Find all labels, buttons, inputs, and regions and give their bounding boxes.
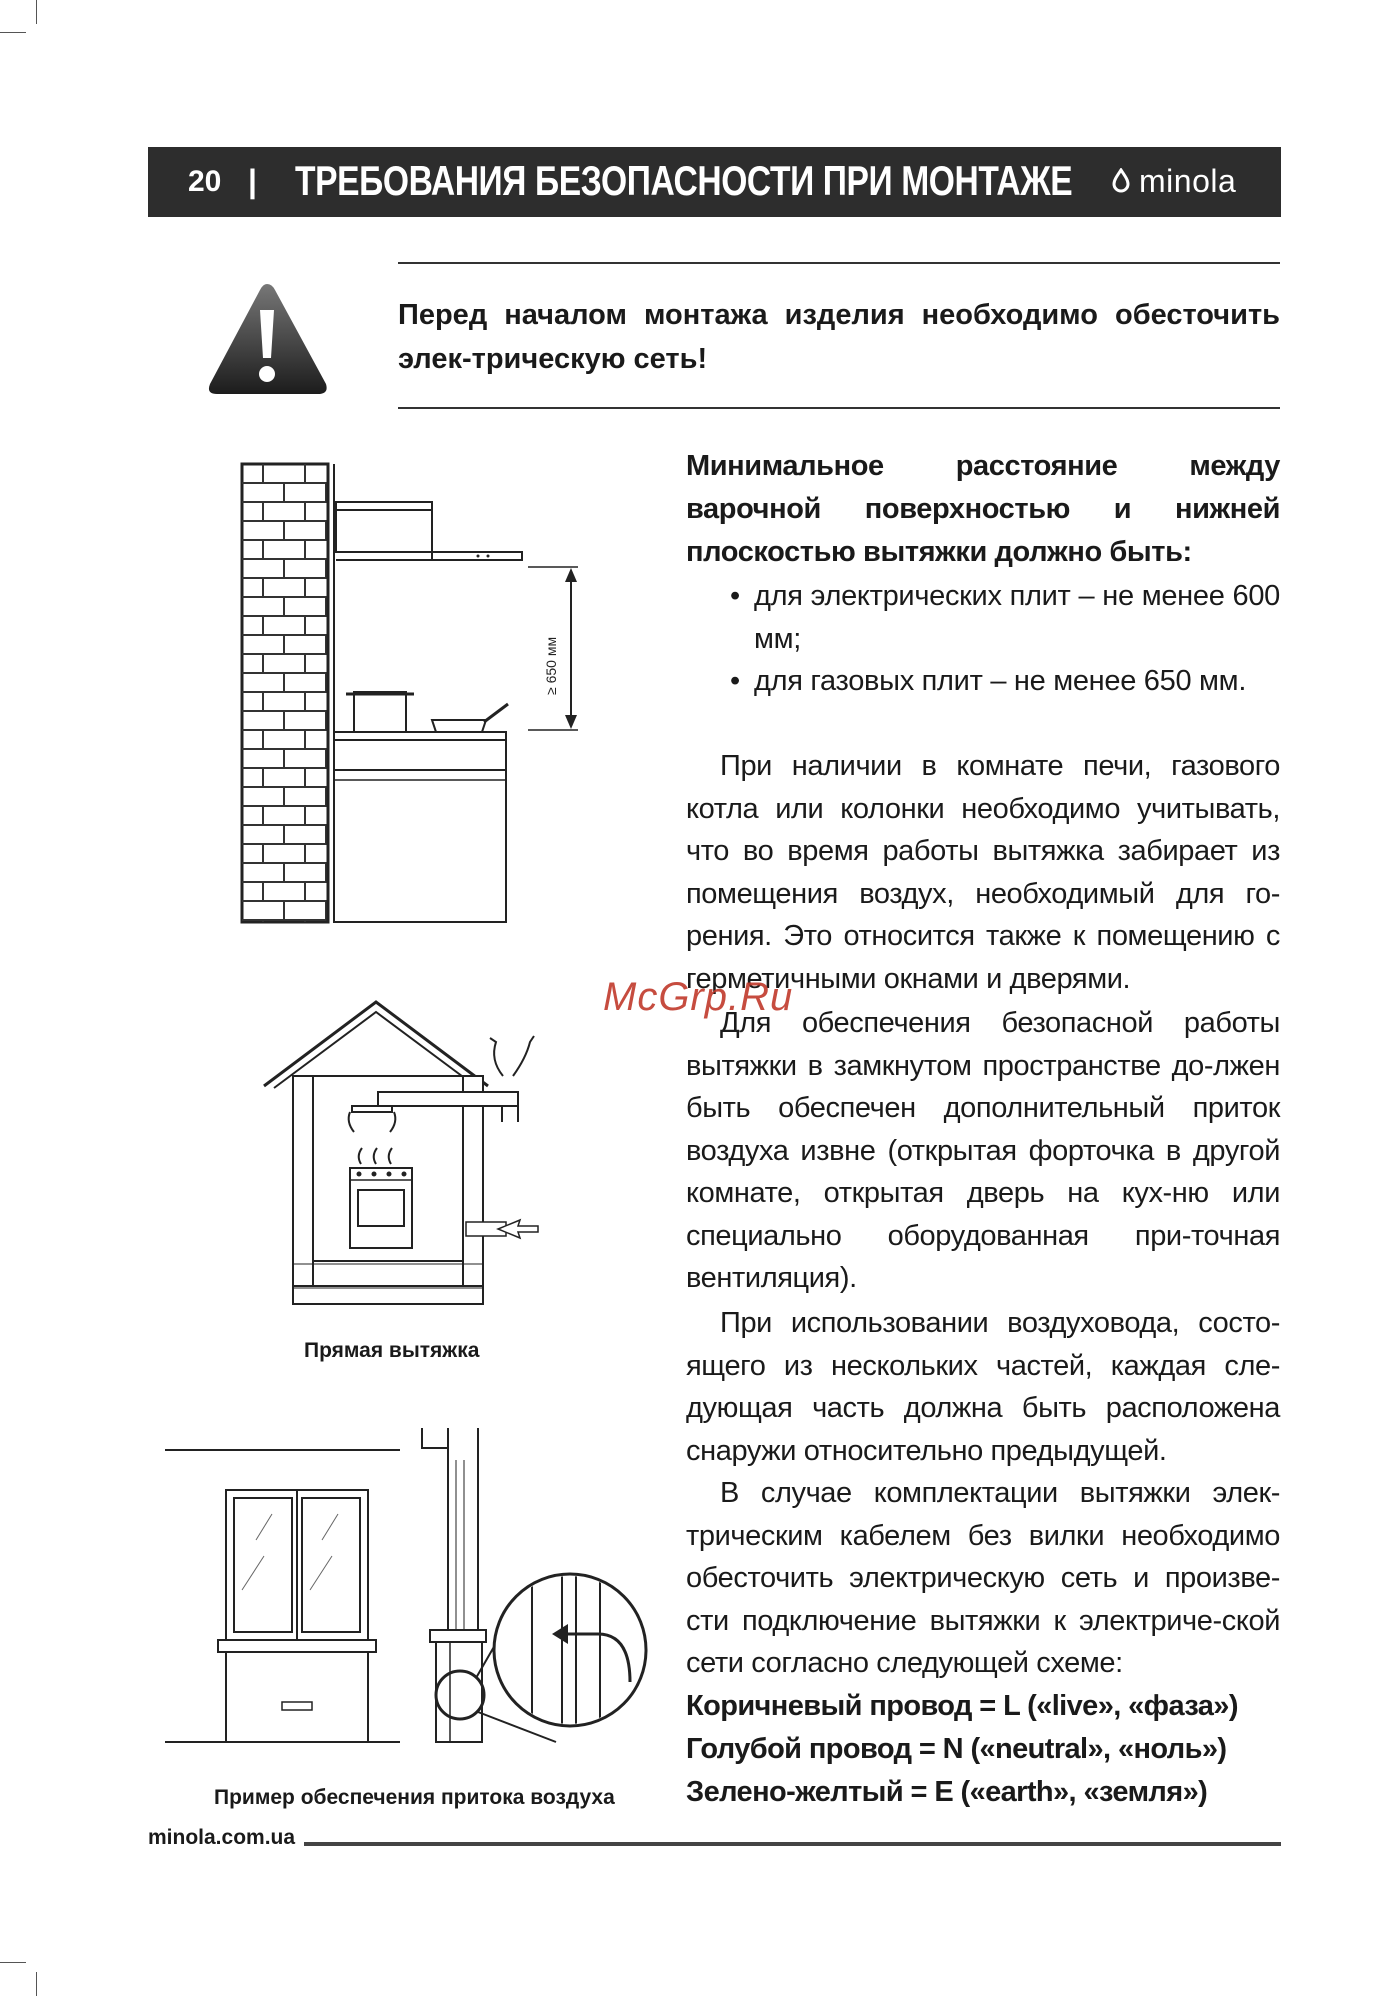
air-inflow-arrow-icon [466,1220,538,1238]
ventilation-duct [422,1428,486,1742]
wiring-brown: Коричневый провод = L («live», «фаза») [686,1690,1238,1722]
direct-hood-house-diagram [258,996,558,1316]
hood-duct [352,1092,518,1122]
caption-direct-hood: Прямая вытяжка [304,1339,480,1362]
crop-mark [36,1972,37,1996]
paragraph-duct: При использовании воздуховода, состо-ящего из нескольких частей, каждая сле-дующая часть должна быть расположена снаружи относительно предыдущей. [686,1307,1280,1467]
min-distance-heading: Минимальное расстояние между варочной поверхностью и нижней плоскостью вытяжки должно быть: [686,450,1280,568]
footer-divider [304,1842,1281,1846]
paragraph-air-supply: Для обеспечения безопасной работы вытяжки в замкнутом пространстве до-лжен быть обеспечен дополнительный приток воздуха извне (открытая форточка в другой комнате, открытая дверь на кух-ню или специально оборудованная при-точная вентиляция). [686,1007,1280,1294]
stove-cabinet [334,732,506,922]
detail-circle-large [494,1570,646,1740]
window [218,1490,376,1742]
brick-wall [242,464,328,922]
warning-icon [205,280,330,398]
divider [398,407,1280,409]
crop-mark [0,1962,26,1963]
range-hood [336,502,522,560]
divider [398,262,1280,264]
wiring-earth: Зелено-желтый = E («earth», «земля») [686,1776,1208,1808]
bullet-gas: для газовых плит – не менее 650 мм. [754,665,1247,697]
air-supply-diagram [160,1420,650,1750]
frying-pan [432,704,508,732]
gas-stove [350,1148,412,1248]
bullet-marker: • [730,580,741,612]
bullet-marker: • [730,665,741,697]
rising-heat-icon [349,1112,396,1132]
page-header [148,147,1281,217]
header-separator: | [248,163,257,199]
caption-air-supply: Пример обеспечения притока воздуха [214,1786,615,1809]
dimension-label: ≥ 650 мм [543,636,559,695]
crop-mark [0,32,26,33]
drop-logo-icon [1111,168,1131,194]
paragraph-cable: В случае комплектации вытяжки элек-трическим кабелем без вилки необходимо обесточить электрическую сеть и произве-сти подключение вытяжки к электриче-ской сети согласно следующей схеме: [686,1477,1280,1679]
brand-logo [1111,161,1236,201]
page-number: 20 [188,165,222,198]
exhaust-air-icon [490,1036,534,1076]
page-title: ТРЕБОВАНИЯ БЕЗОПАСНОСТИ ПРИ МОНТАЖЕ [295,157,1073,204]
pot [346,692,414,732]
hood-height-diagram [238,460,598,930]
wiring-blue: Голубой провод = N («neutral», «ноль») [686,1733,1227,1765]
bullet-electric: для электрических плит – не менее 600 мм; [754,580,1280,655]
paragraph-combustion: При наличии в комнате печи, газового котла или колонки необходимо учитывать, что во время работы вытяжка забирает из помещения воздух, необходимый для го-рения. Это относится также к помещению с герметичными окнами и дверями. [686,750,1280,995]
crop-mark [36,0,37,24]
warning-text: Перед началом монтажа изделия необходимо обесточить элек-трическую сеть! [398,299,1280,375]
footer-url[interactable]: minola.com.ua [148,1826,296,1849]
watermark: McGrp.Ru [603,975,794,1019]
logo-text: minola [1139,162,1237,199]
